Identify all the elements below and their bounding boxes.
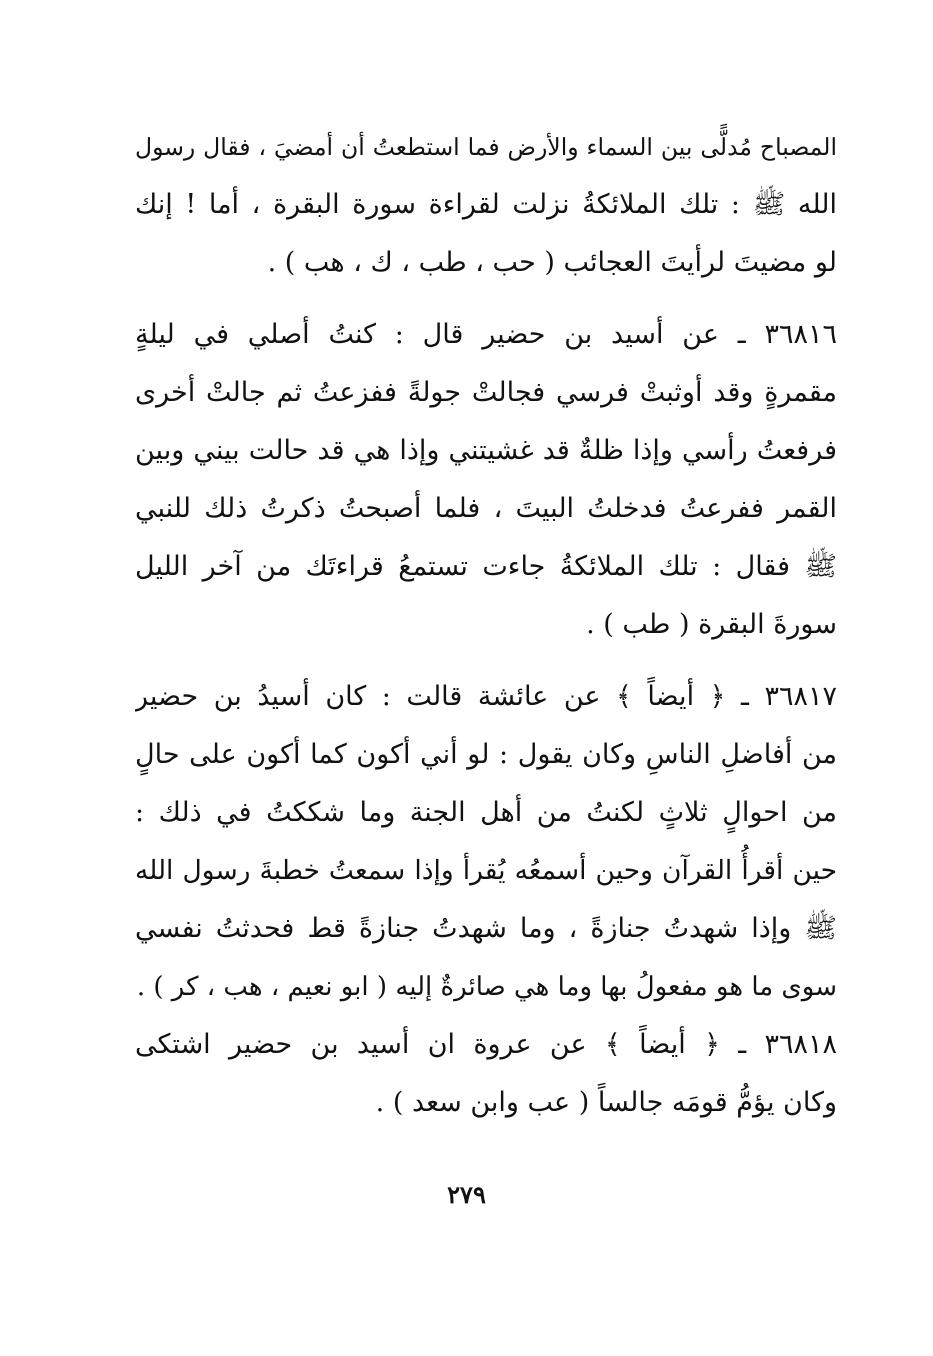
- paragraph-continuation: [135, 118, 837, 292]
- text-line: مقمرةٍ وقد أوثبتْ فرسي فجالتْ جولةً ففزعتُ ثم جالتْ أخرى: [135, 377, 837, 408]
- text-line: القمر ففرعتُ فدخلتُ البيتَ ، فلما أصبحتُ ذكرتُ ذلك للنبي: [135, 493, 837, 524]
- text-line: من أفاضلِ الناسِ وكان يقول : لو أني أكون كما أكون على حالٍ: [135, 739, 837, 770]
- text-line: ﷺ فقال : تلك الملائكةُ جاءت تستمعُ قراءتَك من آخر الليل: [135, 551, 837, 582]
- text-line: سوى ما هو مفعولُ بها وما هي صائرةٌ إليه ( ابو نعيم ، هب ، كر ) .: [136, 972, 837, 1002]
- text-line: من احوالٍ ثلاثٍ لكنتُ من أهل الجنة وما شككتُ في ذلك :: [135, 797, 837, 828]
- page-number: ٢٧٩: [447, 1180, 486, 1209]
- text-line: ٣٦٨١٨ ـ ﴿ أيضاً ﴾ عن عروة ان أسيد بن حضير اشتكى: [135, 1029, 837, 1060]
- paragraph-hadith-36816: [135, 306, 837, 654]
- text-body: [135, 118, 837, 1132]
- text-line: فرفعتُ رأسي وإذا ظلةٌ قد غشيتني وإذا هي قد حالت بيني وبين: [135, 435, 837, 466]
- text-line: الله ﷺ : تلك الملائكةُ نزلت لقراءة سورة البقرة ، أما ! إنك: [135, 189, 837, 220]
- text-line: سورةَ البقرة ( طب ) .: [586, 609, 837, 640]
- text-line: ﷺ وإذا شهدتُ جنازةً ، وما شهدتُ جنازةً قط فحدثتُ نفسي: [135, 913, 837, 944]
- text-line: ٣٦٨١٦ ـ عن أسيد بن حضير قال : كنتُ أصلي في ليلةٍ: [135, 319, 837, 350]
- text-line: حين أقرأُ القرآن وحين أسمعُه يُقرأ وإذا سمعتُ خطبةَ رسول الله: [135, 855, 837, 886]
- text-line: وكان يؤمُّ قومَه جالساً ( عب وابن سعد ) .: [375, 1087, 837, 1118]
- paragraph-hadith-36817: [135, 668, 837, 1016]
- text-line: لو مضيتَ لرأيتَ العجائب ( حب ، طب ، ك ، هب ) .: [267, 247, 837, 278]
- paragraph-hadith-36818: [135, 1016, 837, 1132]
- text-line: المصباح مُدلًّى بين السماء والأرض فما استطعتُ أن أمضيَ ، فقال رسول: [135, 133, 837, 161]
- text-line: ٣٦٨١٧ ـ ﴿ أيضاً ﴾ عن عائشة قالت : كان أسيدُ بن حضير: [135, 681, 837, 712]
